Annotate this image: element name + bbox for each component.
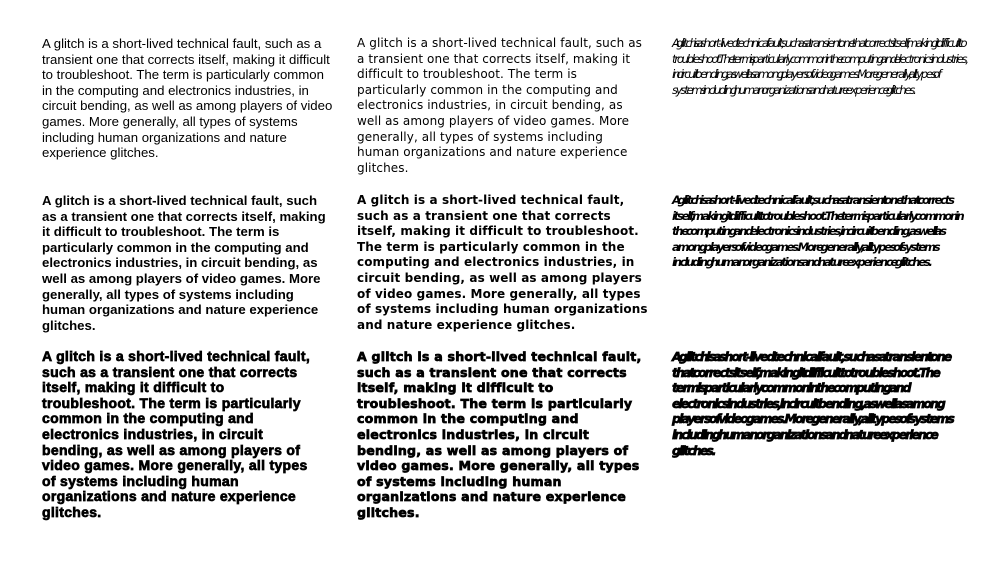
specimen-black-pixel: A glitch is a short-lived technical fault, such as a transient one that corrects itself, making it difficult to troubleshoot. The term is particularly common in the computing and electronics industries, in circuit bending, as well as among players of video games. More generally, all types of systems including human organizations and nature experience glitches. <box>357 349 642 520</box>
specimen-black-sans: A glitch is a short-lived technical fault, such as a transient one that corrects itself, making it difficult to troubleshoot. The term is particularly common in the computing and electronics industries, in circuit bending, as well as among players of video games. More generally, all types of systems including human organizations and nature experience glitches. <box>42 348 311 520</box>
specimen-regular-pixel: A glitch is a short-lived technical fault, such as a transient one that corrects itself, making it difficult to troubleshoot. The term is particularly common in the computing and electronics industries, in circuit bending, as well as among players of video games. More generally, all types of systems including human organizations and nature experience glitches. <box>357 36 643 175</box>
specimen-bold-glitch: A glitch is a short-lived technical fault, such as a transient one that corrects itself, making it difficult to troubleshoot. The term is particularly common in the computing and electronics industries, in circuit bending, as well as among players of video games. More generally, all types of systems including human organizations and nature experience glitches. <box>672 193 963 270</box>
specimen-bold-sans: A glitch is a short-lived technical fault, such as a transient one that corrects itself, making it difficult to troubleshoot. The term is particularly common in the computing and electronics industries, in circuit bending, as well as among players of video games. More generally, all types of systems including human organizations and nature experience glitches. <box>42 193 326 333</box>
specimen-regular-sans: A glitch is a short-lived technical fault, such as a transient one that corrects itself, making it difficult to troubleshoot. The term is particularly common in the computing and electronics industries, in circuit bending, as well as among players of video games. More generally, all types of systems including human organizations and nature experience glitches. <box>42 36 333 161</box>
specimen-regular-glitch: A glitch is a short-lived technical fault, such as a transient one that corrects itself, making it difficult to troubleshoot. The term is particularly common in the computing and electronics industries, in circuit bending, as well as among players of video games. More generally, all types of systems including human organizations and nature experience glitches. <box>672 36 967 97</box>
specimen-black-glitch: A glitch is a short-lived technical fault, such as a transient one that corrects itself, making it difficult to troubleshoot. The term is particularly common in the computing and electronics industries, in circuit bending, as well as among players of video games. More generally, all types of systems including human organizations and nature experience glitches. <box>672 349 953 458</box>
specimen-bold-pixel: A glitch is a short-lived technical fault, such as a transient one that corrects itself, making it difficult to troubleshoot. The term is particularly common in the computing and electronics industries, in circuit bending, as well as among players of video games. More generally, all types of systems including human organizations and nature experience glitches. <box>357 193 648 332</box>
